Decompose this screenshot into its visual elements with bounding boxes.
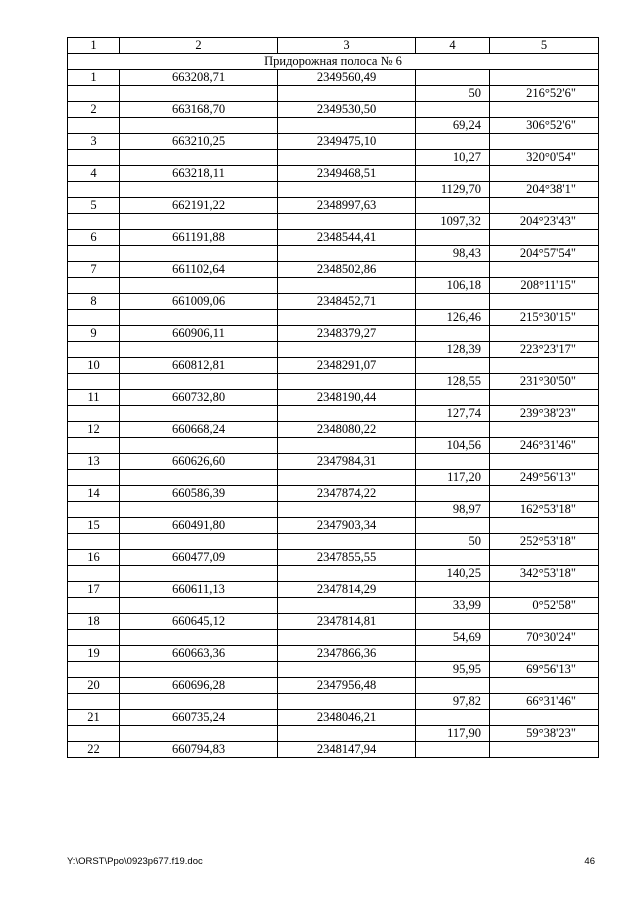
distance-cell (416, 198, 490, 214)
coord-x: 660732,80 (120, 390, 278, 406)
coord-y: 2347866,36 (278, 646, 416, 662)
point-row (68, 742, 599, 758)
coord-x (120, 662, 278, 678)
bearing: 306°52'6" (490, 118, 599, 134)
bearing-cell (490, 198, 599, 214)
point-row (68, 422, 599, 438)
bearing: 216°52'6" (490, 86, 599, 102)
segment-row (68, 182, 599, 198)
bearing: 204°57'54" (490, 246, 599, 262)
distance-cell (416, 486, 490, 502)
coord-y (278, 662, 416, 678)
coord-y (278, 406, 416, 422)
point-number (68, 502, 120, 518)
distance: 98,97 (416, 502, 490, 518)
bearing-cell (490, 486, 599, 502)
coord-y: 2348291,07 (278, 358, 416, 374)
coord-y: 2347855,55 (278, 550, 416, 566)
coord-y: 2348544,41 (278, 230, 416, 246)
distance: 127,74 (416, 406, 490, 422)
point-number (68, 214, 120, 230)
bearing: 342°53'18" (490, 566, 599, 582)
coord-y: 2349560,49 (278, 70, 416, 86)
coord-y: 2348997,63 (278, 198, 416, 214)
distance-cell (416, 678, 490, 694)
bearing-cell (490, 166, 599, 182)
coord-y: 2348379,27 (278, 326, 416, 342)
point-number: 1 (68, 70, 120, 86)
bearing-cell (490, 454, 599, 470)
segment-row (68, 406, 599, 422)
bearing: 252°53'18" (490, 534, 599, 550)
coord-y: 2348080,22 (278, 422, 416, 438)
coord-y (278, 534, 416, 550)
bearing: 0°52'58" (490, 598, 599, 614)
distance-cell (416, 294, 490, 310)
coord-x: 660794,83 (120, 742, 278, 758)
coord-y (278, 694, 416, 710)
segment-row (68, 598, 599, 614)
coord-x (120, 598, 278, 614)
point-number (68, 150, 120, 166)
distance-cell (416, 134, 490, 150)
distance: 117,90 (416, 726, 490, 742)
bearing-cell (490, 262, 599, 278)
coord-x: 660477,09 (120, 550, 278, 566)
coord-x (120, 182, 278, 198)
bearing-cell (490, 518, 599, 534)
coord-y (278, 502, 416, 518)
segment-row (68, 150, 599, 166)
distance-cell (416, 326, 490, 342)
bearing-cell (490, 70, 599, 86)
point-number (68, 438, 120, 454)
coord-x (120, 278, 278, 294)
bearing-cell (490, 614, 599, 630)
point-number: 5 (68, 198, 120, 214)
point-number (68, 310, 120, 326)
point-number: 22 (68, 742, 120, 758)
bearing-cell (490, 678, 599, 694)
bearing: 66°31'46" (490, 694, 599, 710)
distance-cell (416, 646, 490, 662)
segment-row (68, 86, 599, 102)
segment-row (68, 342, 599, 358)
coord-x (120, 86, 278, 102)
coord-x: 660611,13 (120, 582, 278, 598)
coord-y (278, 150, 416, 166)
coord-x (120, 310, 278, 326)
distance-cell (416, 550, 490, 566)
coord-x (120, 438, 278, 454)
bearing: 70°30'24" (490, 630, 599, 646)
coord-y (278, 566, 416, 582)
coord-x: 660696,28 (120, 678, 278, 694)
coord-y (278, 374, 416, 390)
point-row (68, 646, 599, 662)
coord-x: 663210,25 (120, 134, 278, 150)
coord-y (278, 598, 416, 614)
coord-y: 2347814,29 (278, 582, 416, 598)
bearing: 246°31'46" (490, 438, 599, 454)
coord-x: 660645,12 (120, 614, 278, 630)
point-number: 19 (68, 646, 120, 662)
coord-x (120, 246, 278, 262)
bearing: 208°11'15" (490, 278, 599, 294)
bearing-cell (490, 134, 599, 150)
point-row (68, 262, 599, 278)
coord-y (278, 438, 416, 454)
footer-file-path: Y:\ORST\Ppo\0923p677.f19.doc (67, 856, 203, 867)
distance: 97,82 (416, 694, 490, 710)
coord-x (120, 470, 278, 486)
coord-y: 2348190,44 (278, 390, 416, 406)
bearing-cell (490, 326, 599, 342)
coord-y (278, 278, 416, 294)
coord-y: 2349475,10 (278, 134, 416, 150)
point-number (68, 470, 120, 486)
point-number: 7 (68, 262, 120, 278)
point-row (68, 710, 599, 726)
distance: 69,24 (416, 118, 490, 134)
point-number (68, 630, 120, 646)
coord-x: 661009,06 (120, 294, 278, 310)
segment-row (68, 534, 599, 550)
bearing: 204°38'1" (490, 182, 599, 198)
distance-cell (416, 102, 490, 118)
coord-x: 660663,36 (120, 646, 278, 662)
distance-cell (416, 582, 490, 598)
point-number: 16 (68, 550, 120, 566)
distance: 50 (416, 534, 490, 550)
point-row (68, 326, 599, 342)
header-col-1: 1 (68, 38, 120, 54)
distance-cell (416, 710, 490, 726)
coord-x: 660586,39 (120, 486, 278, 502)
coord-x: 660906,11 (120, 326, 278, 342)
point-number: 21 (68, 710, 120, 726)
coord-y (278, 342, 416, 358)
distance-cell (416, 262, 490, 278)
point-row (68, 102, 599, 118)
point-row (68, 134, 599, 150)
point-number (68, 534, 120, 550)
coord-y: 2347984,31 (278, 454, 416, 470)
header-col-2: 2 (120, 38, 278, 54)
point-number (68, 278, 120, 294)
bearing: 162°53'18" (490, 502, 599, 518)
point-row (68, 678, 599, 694)
coord-y: 2347903,34 (278, 518, 416, 534)
point-row (68, 294, 599, 310)
bearing-cell (490, 230, 599, 246)
header-col-3: 3 (278, 38, 416, 54)
point-number: 11 (68, 390, 120, 406)
bearing-cell (490, 582, 599, 598)
coord-x: 660626,60 (120, 454, 278, 470)
point-number: 12 (68, 422, 120, 438)
distance-cell (416, 454, 490, 470)
coord-y: 2347874,22 (278, 486, 416, 502)
distance: 106,18 (416, 278, 490, 294)
point-row (68, 358, 599, 374)
point-row (68, 582, 599, 598)
coord-x (120, 214, 278, 230)
distance-cell (416, 614, 490, 630)
coord-x: 663218,11 (120, 166, 278, 182)
point-number (68, 86, 120, 102)
coord-y (278, 310, 416, 326)
segment-row (68, 630, 599, 646)
distance: 126,46 (416, 310, 490, 326)
bearing-cell (490, 550, 599, 566)
coord-x: 660735,24 (120, 710, 278, 726)
header-col-4: 4 (416, 38, 490, 54)
point-row (68, 198, 599, 214)
distance-cell (416, 742, 490, 758)
point-number: 14 (68, 486, 120, 502)
bearing-cell (490, 390, 599, 406)
distance: 1129,70 (416, 182, 490, 198)
footer-page-number: 46 (584, 856, 595, 867)
coord-y (278, 86, 416, 102)
point-number: 20 (68, 678, 120, 694)
bearing-cell (490, 710, 599, 726)
bearing-cell (490, 646, 599, 662)
coord-x: 663208,71 (120, 70, 278, 86)
point-row (68, 518, 599, 534)
coord-x (120, 118, 278, 134)
bearing: 320°0'54" (490, 150, 599, 166)
segment-row (68, 502, 599, 518)
point-number (68, 662, 120, 678)
distance: 10,27 (416, 150, 490, 166)
point-number: 13 (68, 454, 120, 470)
distance: 128,39 (416, 342, 490, 358)
segment-row (68, 214, 599, 230)
coord-x: 661102,64 (120, 262, 278, 278)
coord-y (278, 630, 416, 646)
coord-x: 660491,80 (120, 518, 278, 534)
distance-cell (416, 518, 490, 534)
point-row (68, 550, 599, 566)
point-number (68, 598, 120, 614)
coord-y (278, 182, 416, 198)
point-number (68, 118, 120, 134)
coord-x (120, 694, 278, 710)
segment-row (68, 566, 599, 582)
coord-y: 2349530,50 (278, 102, 416, 118)
coord-y: 2348147,94 (278, 742, 416, 758)
bearing: 249°56'13" (490, 470, 599, 486)
segment-row (68, 374, 599, 390)
coordinates-table-body (68, 38, 599, 758)
point-number: 3 (68, 134, 120, 150)
coord-y: 2348452,71 (278, 294, 416, 310)
point-row (68, 454, 599, 470)
header-col-5: 5 (490, 38, 599, 54)
bearing-cell (490, 358, 599, 374)
point-number: 8 (68, 294, 120, 310)
coord-x (120, 342, 278, 358)
coord-x: 660812,81 (120, 358, 278, 374)
point-number: 2 (68, 102, 120, 118)
coord-x (120, 726, 278, 742)
segment-row (68, 470, 599, 486)
bearing-cell (490, 742, 599, 758)
coord-y (278, 246, 416, 262)
point-number (68, 726, 120, 742)
coord-x: 662191,22 (120, 198, 278, 214)
coord-x (120, 534, 278, 550)
distance-cell (416, 70, 490, 86)
coord-y: 2349468,51 (278, 166, 416, 182)
point-number: 10 (68, 358, 120, 374)
point-number: 6 (68, 230, 120, 246)
distance: 54,69 (416, 630, 490, 646)
point-number: 15 (68, 518, 120, 534)
point-row (68, 70, 599, 86)
distance: 98,43 (416, 246, 490, 262)
bearing: 223°23'17" (490, 342, 599, 358)
section-title: Придорожная полоса № 6 (68, 54, 599, 70)
distance: 117,20 (416, 470, 490, 486)
distance: 128,55 (416, 374, 490, 390)
coord-x (120, 502, 278, 518)
bearing-cell (490, 294, 599, 310)
segment-row (68, 278, 599, 294)
point-row (68, 486, 599, 502)
coord-y: 2348502,86 (278, 262, 416, 278)
bearing-cell (490, 102, 599, 118)
coord-x: 661191,88 (120, 230, 278, 246)
distance-cell (416, 230, 490, 246)
segment-row (68, 246, 599, 262)
coord-y: 2348046,21 (278, 710, 416, 726)
distance-cell (416, 358, 490, 374)
distance: 140,25 (416, 566, 490, 582)
point-row (68, 230, 599, 246)
point-number (68, 246, 120, 262)
point-number (68, 342, 120, 358)
coord-x (120, 374, 278, 390)
point-number (68, 406, 120, 422)
point-row (68, 390, 599, 406)
point-number (68, 566, 120, 582)
bearing: 59°38'23" (490, 726, 599, 742)
coord-x: 660668,24 (120, 422, 278, 438)
coord-y: 2347814,81 (278, 614, 416, 630)
coord-y (278, 118, 416, 134)
distance-cell (416, 422, 490, 438)
coord-y: 2347956,48 (278, 678, 416, 694)
segment-row (68, 438, 599, 454)
segment-row (68, 662, 599, 678)
section-row (68, 54, 599, 70)
point-row (68, 166, 599, 182)
coord-y (278, 470, 416, 486)
bearing: 204°23'43" (490, 214, 599, 230)
point-number: 18 (68, 614, 120, 630)
point-number: 4 (68, 166, 120, 182)
bearing-cell (490, 422, 599, 438)
bearing: 69°56'13" (490, 662, 599, 678)
segment-row (68, 118, 599, 134)
segment-row (68, 694, 599, 710)
segment-row (68, 310, 599, 326)
bearing: 231°30'50" (490, 374, 599, 390)
coord-x: 663168,70 (120, 102, 278, 118)
distance: 1097,32 (416, 214, 490, 230)
distance-cell (416, 166, 490, 182)
distance: 33,99 (416, 598, 490, 614)
coord-y (278, 214, 416, 230)
point-number: 17 (68, 582, 120, 598)
coord-x (120, 566, 278, 582)
coord-y (278, 726, 416, 742)
point-row (68, 614, 599, 630)
coord-x (120, 150, 278, 166)
bearing: 239°38'23" (490, 406, 599, 422)
distance: 95,95 (416, 662, 490, 678)
point-number (68, 374, 120, 390)
distance-cell (416, 390, 490, 406)
coord-x (120, 406, 278, 422)
header-row (68, 38, 599, 54)
coord-x (120, 630, 278, 646)
point-number (68, 182, 120, 198)
distance: 50 (416, 86, 490, 102)
distance: 104,56 (416, 438, 490, 454)
bearing: 215°30'15" (490, 310, 599, 326)
segment-row (68, 726, 599, 742)
coordinates-table (67, 37, 599, 758)
point-number: 9 (68, 326, 120, 342)
point-number (68, 694, 120, 710)
